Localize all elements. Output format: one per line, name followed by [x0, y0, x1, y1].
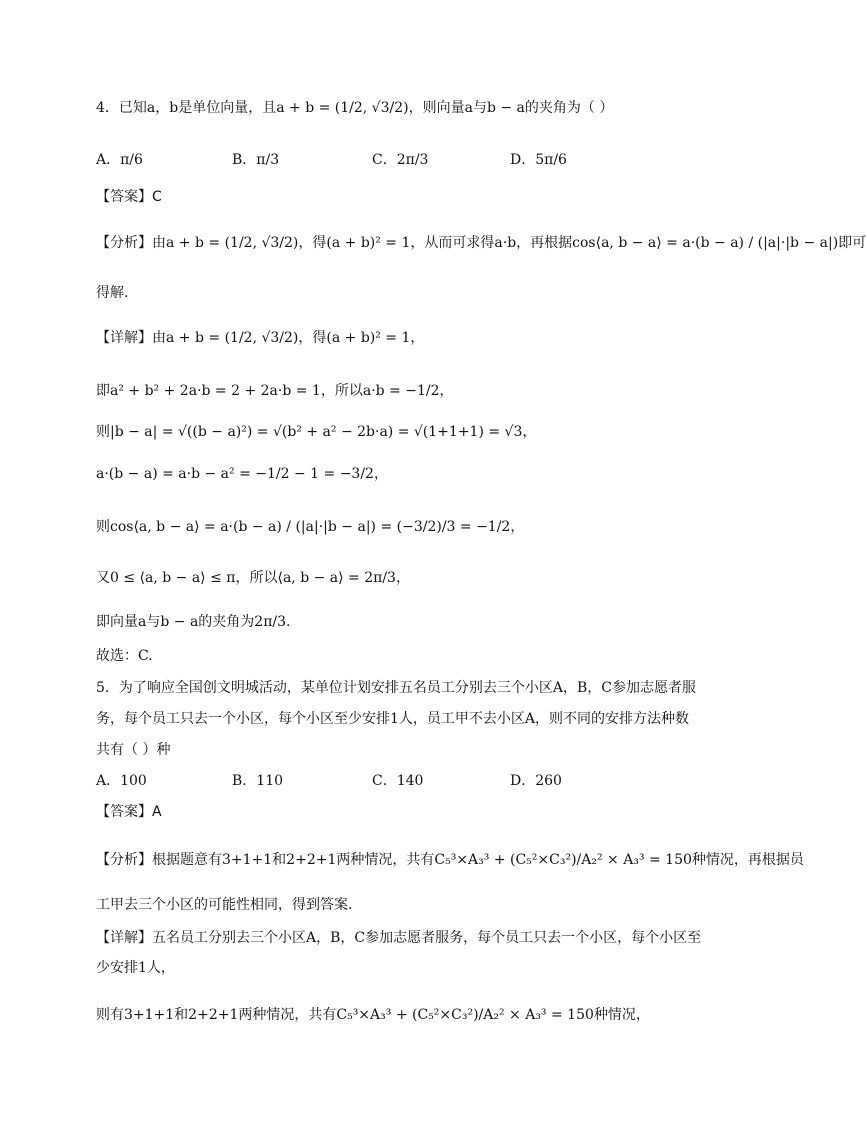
- answer-value: A: [152, 804, 162, 820]
- q4-detail-3: a·(b − a) = a·b − a² = −1/2 − 1 = −3/2，: [96, 466, 388, 482]
- analysis-text: 根据题意有3+1+1和2+2+1两种情况，共有C₅³×A₃³ + (C₅²×C₃²)/A₂² × A₃³ = 150种情况，再根据员: [152, 852, 804, 868]
- answer-tag: 【答案】: [96, 804, 152, 820]
- q4-option-a: A．π/6: [96, 152, 143, 168]
- q4-answer: [96, 187, 162, 207]
- q4-detail-0: [96, 328, 424, 348]
- detail-text: 由a + b = (1/2, √3/2)，得(a + b)² = 1，: [152, 330, 425, 346]
- q4-option-d: D．5π/6: [510, 152, 567, 168]
- q5-detail-0: [96, 928, 701, 948]
- q4-stem: [96, 98, 613, 118]
- detail-text: 五名员工分别去三个小区A，B，C参加志愿者服务，每个员工只去一个小区，每个小区至: [152, 930, 702, 946]
- q4-analysis-cont: 得解.: [96, 285, 129, 301]
- q5-analysis: [96, 850, 804, 870]
- q5-answer: [96, 802, 162, 822]
- q4-detail-4: 则cos⟨a, b − a⟩ = a·(b − a) / (|a|·|b − a|) = (−3/2)/3 = −1/2，: [96, 519, 525, 535]
- q5-option-a: A．100: [96, 773, 147, 789]
- q5-option-d: D．260: [510, 773, 562, 789]
- detail-tag: 【详解】: [96, 330, 152, 346]
- analysis-tag: 【分析】: [96, 852, 152, 868]
- answer-value: C: [152, 189, 162, 205]
- q4-stem-text: 4．已知a，b是单位向量，且a + b = (1/2, √3/2)，则向量a与b − a的夹角为（ ）: [96, 100, 614, 116]
- q5-detail-1: 少安排1人，: [96, 960, 175, 976]
- q4-option-c: C．2π/3: [372, 152, 429, 168]
- analysis-text: 由a + b = (1/2, √3/2)，得(a + b)² = 1，从而可求得a·b，再根据cos⟨a, b − a⟩ = a·(b − a) / (|a|·|b − a|)即可: [152, 235, 866, 251]
- q5-stem-2: 共有（ ）种: [96, 742, 171, 758]
- q4-detail-5: 又0 ≤ ⟨a, b − a⟩ ≤ π，所以⟨a, b − a⟩ = 2π/3，: [96, 570, 410, 586]
- q4-option-b: B．π/3: [232, 152, 280, 168]
- q4-detail-7: 故选：C.: [96, 648, 153, 664]
- q4-detail-6: 即向量a与b − a的夹角为2π/3.: [96, 614, 291, 630]
- analysis-tag: 【分析】: [96, 235, 152, 251]
- q5-option-b: B．110: [232, 773, 284, 789]
- q5-stem-1: 务，每个员工只去一个小区，每个小区至少安排1人，员工甲不去小区A，则不同的安排方法种数: [96, 711, 690, 727]
- q4-analysis: [96, 233, 866, 253]
- q4-detail-2: 则|b − a| = √((b − a)²) = √(b² + a² − 2b·a) = √(1+1+1) = √3，: [96, 424, 537, 440]
- q5-detail-2: 则有3+1+1和2+2+1两种情况，共有C₅³×A₃³ + (C₅²×C₃²)/A₂² × A₃³ = 150种情况，: [96, 1007, 650, 1023]
- answer-tag: 【答案】: [96, 189, 152, 205]
- q4-detail-1: 即a² + b² + 2a·b = 2 + 2a·b = 1，所以a·b = −1/2，: [96, 383, 454, 399]
- detail-tag: 【详解】: [96, 930, 152, 946]
- q5-stem-0: 5．为了响应全国创文明城活动，某单位计划安排五名员工分别去三个小区A，B，C参加志愿者服: [96, 680, 697, 696]
- q5-analysis-cont: 工甲去三个小区的可能性相同，得到答案.: [96, 897, 353, 913]
- q5-option-c: C．140: [372, 773, 424, 789]
